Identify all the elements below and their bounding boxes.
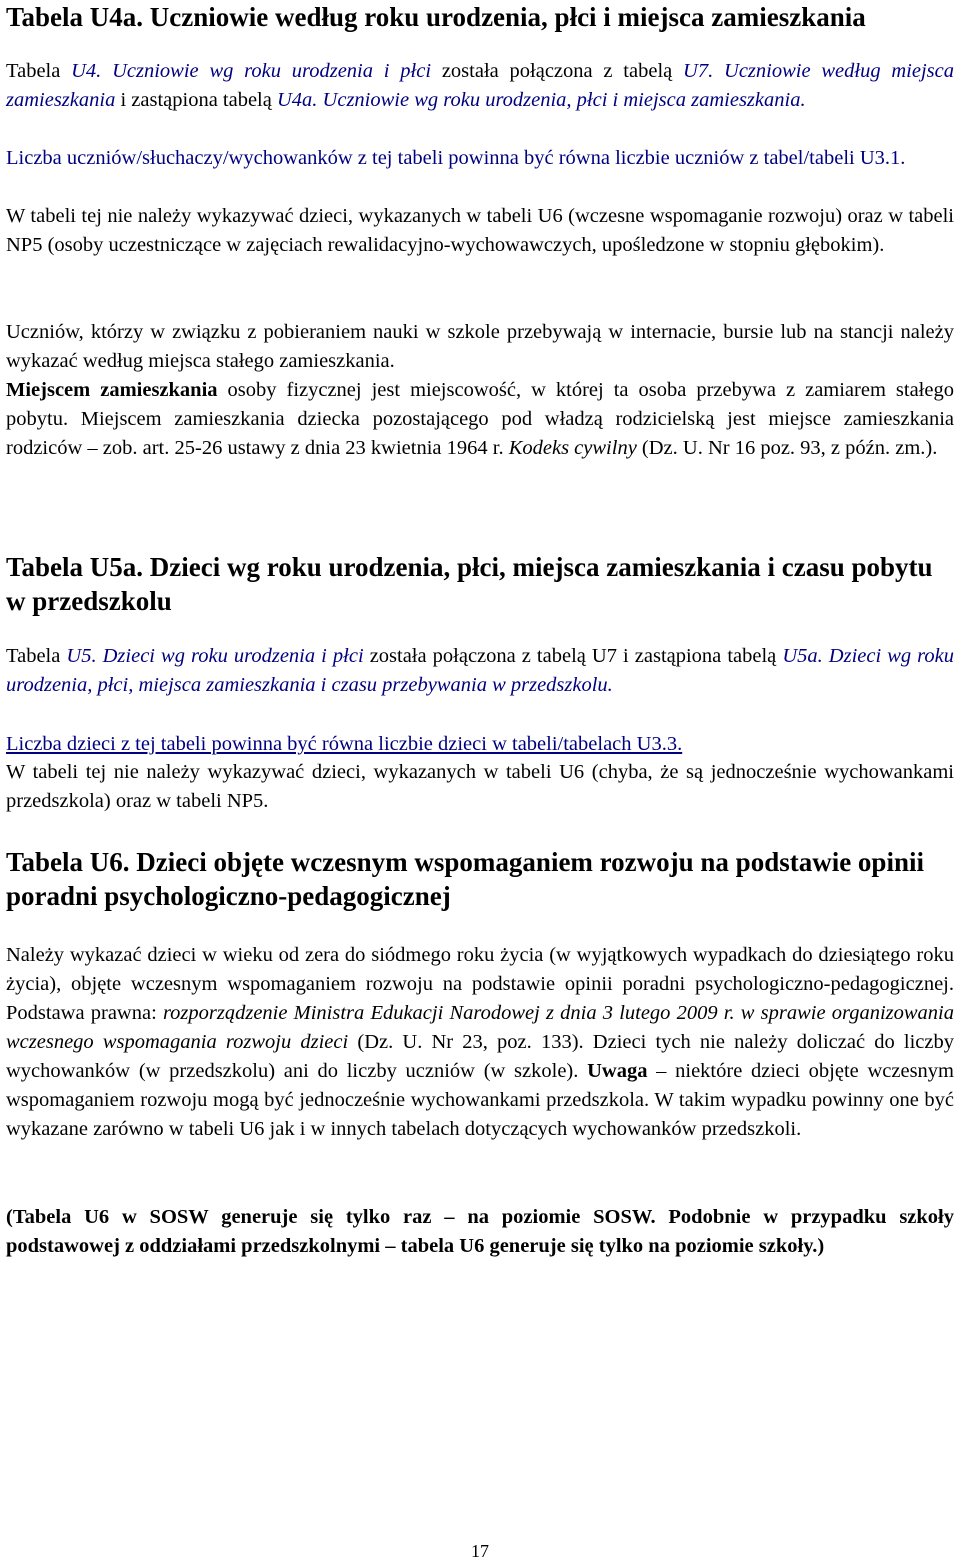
heading-u6: Tabela U6. Dzieci objęte wczesnym wspomaganiem rozwoju na podstawie opinii poradni psychologiczno-pedagogicznej <box>6 847 924 911</box>
heading-u4a <box>6 0 866 34</box>
u5a-paragraph-merge: Tabela U5. Dzieci wg roku urodzenia i płci została połączona z tabelą U7 i zastąpiona tabelą U5a. Dzieci wg roku urodzenia, płci, miejsca zamieszkania i czasu przebywania w przedszkolu. <box>6 645 954 696</box>
u4a-paragraph-exclude: W tabeli tej nie należy wykazywać dzieci, wykazanych w tabeli U6 (wczesne wspomaganie rozwoju) oraz w tabeli NP5 (osoby uczestniczące w zajęciach rewalidacyjno-wychowawczych, upośledzone w stopniu głębokim). <box>6 205 954 256</box>
heading-u4a-prefix: Tabela U4a. <box>6 2 144 32</box>
u5a-paragraph-exclude: W tabeli tej nie należy wykazywać dzieci, wykazanych w tabeli U6 (chyba, że są jednocześnie wychowankami przedszkola) oraz w tabeli NP5. <box>6 761 954 812</box>
u4a-paragraph-residence: Miejscem zamieszkania osoby fizycznej jest miejscowość, w której ta osoba przebywa z zamiarem stałego pobytu. Miejscem zamieszkania dziecka pozostającego pod władzą rodzicielską jest miejsce zamieszkania rodziców – zob. art. 25-26 ustawy z dnia 23 kwietnia 1964 r. Kodeks cywilny (Dz. U. Nr 16 poz. 93, z późn. zm.). <box>6 379 954 459</box>
u6-paragraph-main: Należy wykazać dzieci w wieku od zera do siódmego roku życia (w wyjątkowych wypadkach do dziesiątego roku życia), objęte wczesnym wspomaganiem rozwoju na podstawie opinii poradni psychologiczno-pedagogicznej. Podstawa prawna: rozporządzenie Ministra Edukacji Narodowej z dnia 3 lutego 2009 r. w sprawie organizowania wczesnego wspomagania rozwoju dzieci (Dz. U. Nr 23, poz. 133). Dzieci tych nie należy doliczać do liczby wychowanków (w przedszkolu) ani do liczby uczniów (w szkole). Uwaga – niektóre dzieci objęte wczesnym wspomaganiem rozwoju mogą być jednocześnie wychowankami przedszkola. W takim wypadku powinny one być wykazane zarówno w tabeli U6 jak i w innych tabelach dotyczących wychowanków przedszkoli. <box>6 944 954 1140</box>
page-number: 17 <box>471 1541 489 1561</box>
u5a-paragraph-count: Liczba dzieci z tej tabeli powinna być równa liczbie dzieci w tabeli/tabelach U3.3. <box>6 733 683 755</box>
heading-u5a: Tabela U5a. Dzieci wg roku urodzenia, płci, miejsca zamieszkania i czasu pobytu w przedszkolu <box>6 552 933 616</box>
heading-u4a-rest: Uczniowie według roku urodzenia, płci i miejsca zamieszkania <box>143 2 866 32</box>
u6-paragraph-note: (Tabela U6 w SOSW generuje się tylko raz – na poziomie SOSW. Podobnie w przypadku szkoły podstawowej z oddziałami przedszkolnymi – tabela U6 generuje się tylko na poziomie szkoły.) <box>6 1206 954 1257</box>
u4a-paragraph-count: Liczba uczniów/słuchaczy/wychowanków z tej tabeli powinna być równa liczbie uczniów z tabel/tabeli U3.1. <box>6 147 906 169</box>
u4a-paragraph-dorm: Uczniów, którzy w związku z pobieraniem nauki w szkole przebywają w internacie, bursie lub na stancji należy wykazać według miejsca stałego zamieszkania. <box>6 321 954 372</box>
u4a-paragraph-merge: Tabela U4. Uczniowie wg roku urodzenia i płci została połączona z tabelą U7. Uczniowie według miejsca zamieszkania i zastąpiona tabelą U4a. Uczniowie wg roku urodzenia, płci i miejsca zamieszkania. <box>6 60 954 111</box>
